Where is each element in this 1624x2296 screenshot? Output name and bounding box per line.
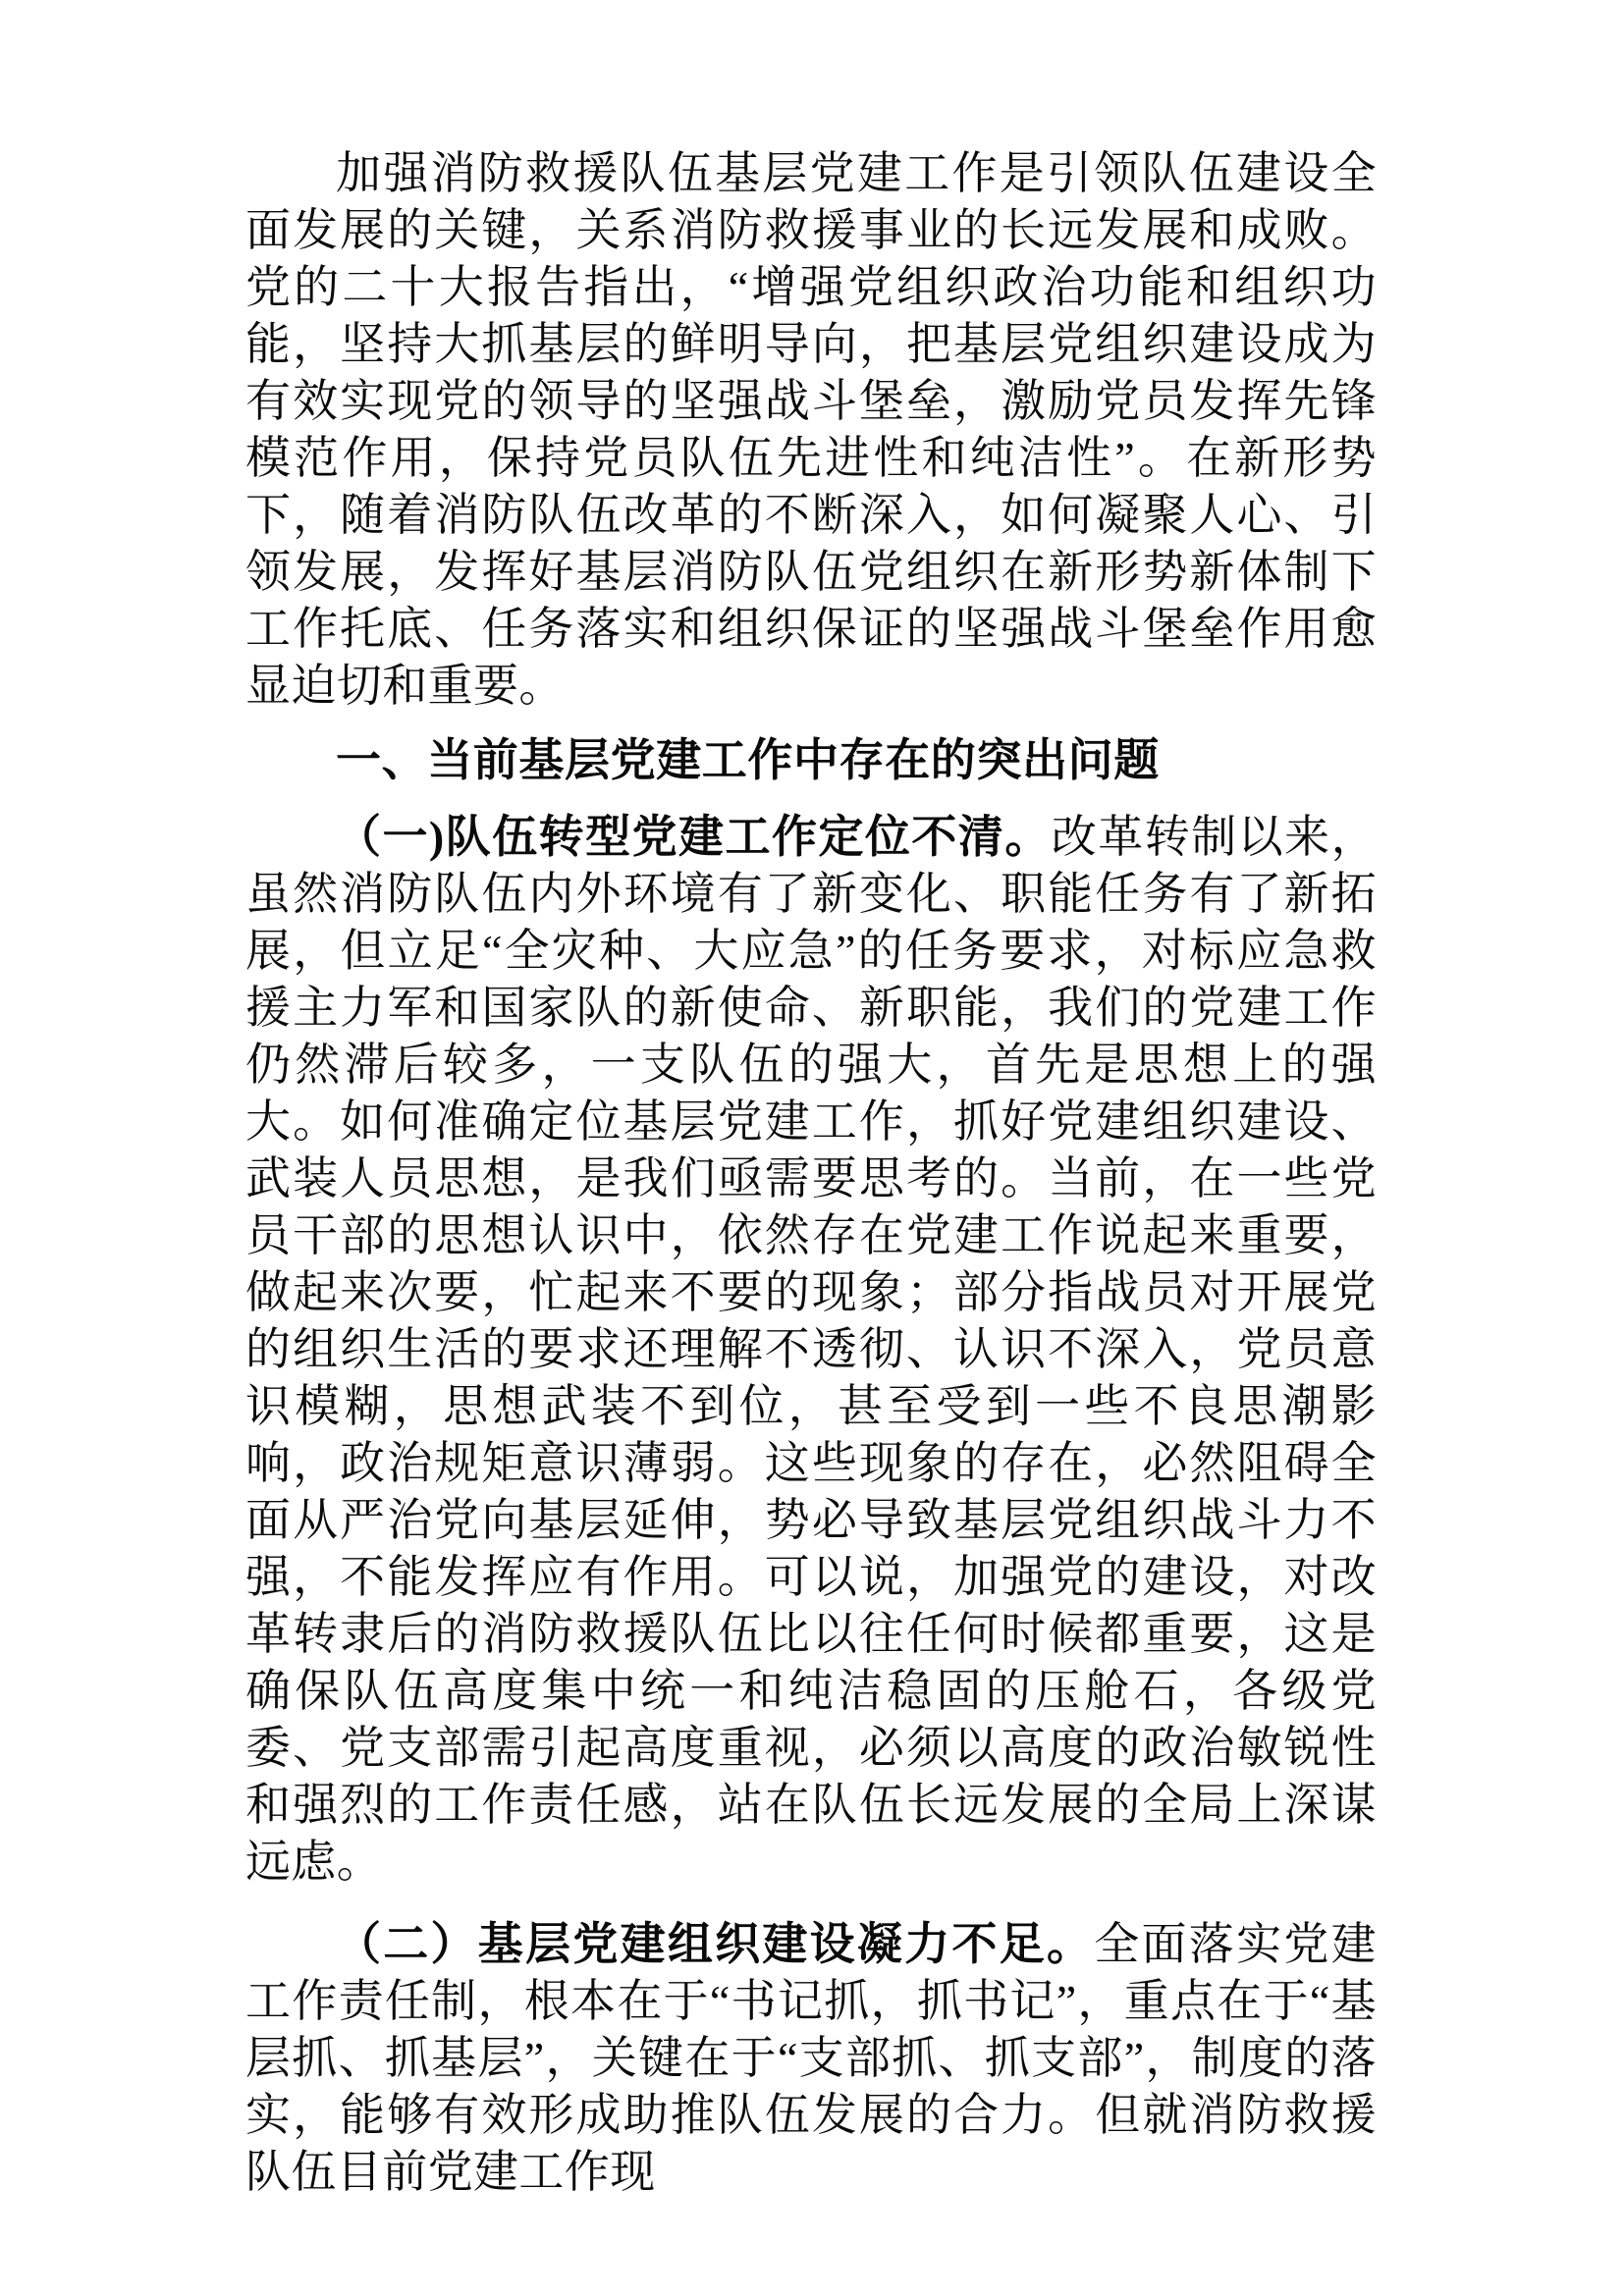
subsection-one-paragraph <box>245 809 1377 1891</box>
subsection-one-lead: （一)队伍转型党建工作定位不清。 <box>336 812 1052 862</box>
section-one-heading: 一、当前基层党建工作中存在的突出问题 <box>336 735 1160 785</box>
subsection-one-body: 改革转制以来，虽然消防队伍内外环境有了新变化、职能任务有了新拓展，但立足“全灾种、大应急”的任务要求，对标应急救援主力军和国家队的新使命、新职能，我们的党建工作仍然滞后较多，一支队伍的强大，首先是思想上的强大。如何准确定位基层党建工作，抓好党建组织建设、武装人员思想，是我们亟需要思考的。当前，在一些党员干部的思想认识中，依然存在党建工作说起来重要，做起来次要，忙起来不要的现象；部分指战员对开展党的组织生活的要求还理解不透彻、认识不深入，党员意识模糊，思想武装不到位，甚至受到一些不良思潮影响，政治规矩意识薄弱。这些现象的存在，必然阻碍全面从严治党向基层延伸，势必导致基层党组织战斗力不强，不能发挥应有作用。可以说，加强党的建设，对改革转隶后的消防救援队伍比以往任何时候都重要，这是确保队伍高度集中统一和纯洁稳固的压舱石，各级党委、党支部需引起高度重视，必须以高度的政治敏锐性和强烈的工作责任感，站在队伍长远发展的全局上深谋远虑。 <box>245 812 1377 1887</box>
subsection-two-body: 全面落实党建工作责任制，根本在于“书记抓，抓书记”，重点在于“基层抓、抓基层”，关键在于“支部抓、抓支部”，制度的落实，能够有效形成助推队伍发展的合力。但就消防救援队伍目前党建工作现 <box>245 1919 1377 2197</box>
intro-paragraph: 加强消防救援队伍基层党建工作是引领队伍建设全面发展的关键，关系消防救援事业的长远发展和成败。党的二十大报告指出，“增强党组织政治功能和组织功能，坚持大抓基层的鲜明导向，把基层党组织建设成为有效实现党的领导的坚强战斗堡垒，激励党员发挥先锋模范作用，保持党员队伍先进性和纯洁性”。在新形势下，随着消防队伍改革的不断深入，如何凝聚人心、引领发展，发挥好基层消防队伍党组织在新形势新体制下工作托底、任务落实和组织保证的坚强战斗堡垒作用愈显迫切和重要。 <box>245 148 1377 711</box>
subsection-two-paragraph <box>245 1916 1377 2201</box>
document-body <box>245 145 1377 2201</box>
subsection-two-lead: （二）基层党建组织建设凝力不足。 <box>336 1919 1095 1969</box>
